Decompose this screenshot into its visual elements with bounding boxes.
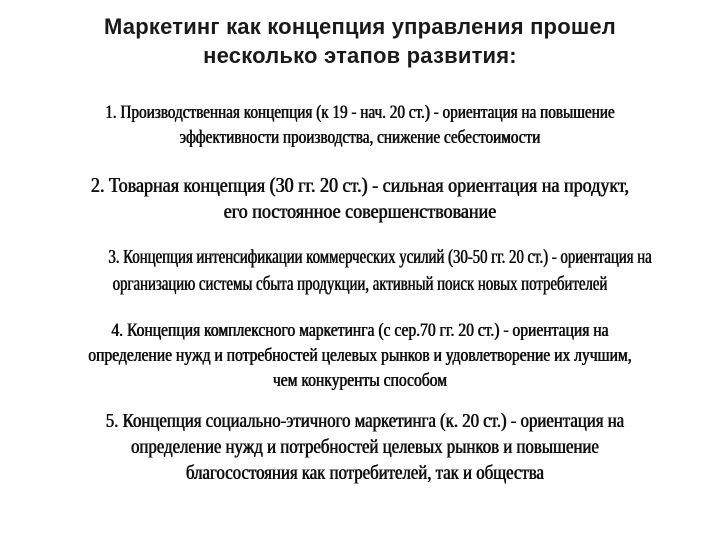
concept-item-line: эффективности производства, снижение себестоимости [179, 127, 541, 148]
concept-item-line: определение нужд и потребностей целевых рынков и повышение [131, 436, 599, 458]
concept-item-line: 1. Производственная концепция (к 19 - нач. 20 ст.) - ориентация на повышение [105, 102, 615, 123]
concept-item-line: 4. Концепция комплексного маркетинга (с сер.70 гг. 20 ст.) - ориентация на [111, 320, 609, 341]
concept-item-line: его постоянное совершенствование [223, 199, 497, 223]
concept-item-line: 3. Концепция интенсификации коммерческих усилий (30-50 гг. 20 ст.) - ориентация на [108, 246, 652, 268]
concept-item-line: 2. Товарная концепция (30 гг. 20 ст.) - сильная ориентация на продукт, [90, 173, 630, 197]
concept-item-line: организацию системы сбыта продукции, активный поиск новых потребителей [112, 273, 608, 295]
slide-title-line-2: несколько этапов развития: [203, 43, 517, 68]
concept-item-line: благосостояния как потребителей, так и общества [186, 462, 544, 484]
concept-item-line: чем конкуренты способом [272, 370, 448, 391]
concept-item-selling [108, 244, 652, 298]
concept-item-line: определение нужд и потребностей целевых рынков и удовлетворение их лучшим, [88, 345, 632, 366]
concept-item-line: 5. Концепция социально-этичного маркетинга (к. 20 ст.) - ориентация на [105, 410, 625, 432]
concept-item-societal-marketing [75, 408, 655, 486]
slide-title-line-1: Маркетинг как концепция управления прошел [104, 14, 616, 39]
concept-item-product [68, 172, 653, 224]
concept-item-production [88, 100, 632, 150]
slide-title [20, 12, 700, 70]
concept-item-integrated-marketing [81, 318, 639, 393]
